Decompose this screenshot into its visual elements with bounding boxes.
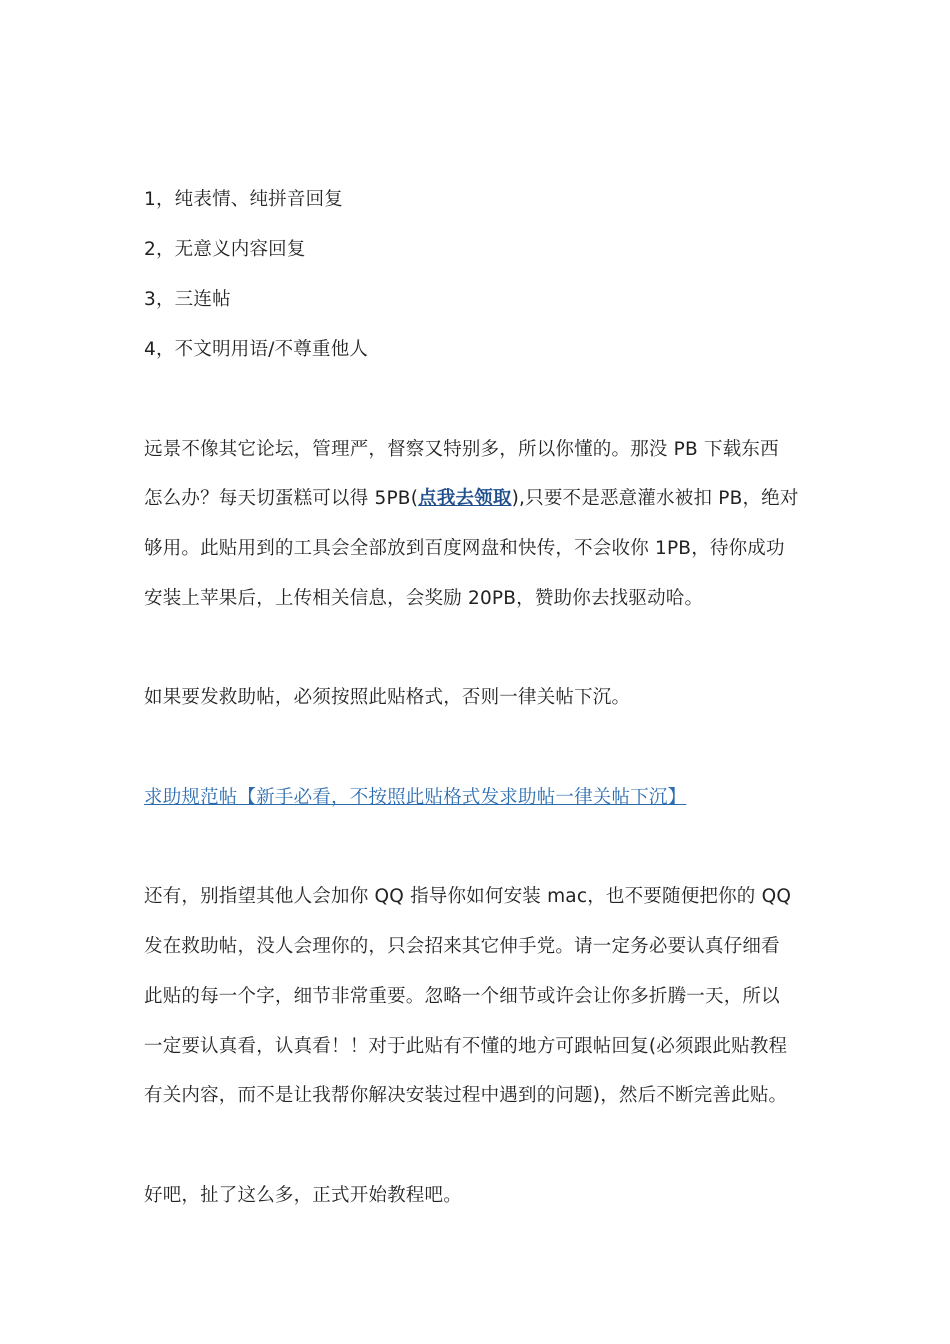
pb-paragraph-line-4: 安装上苹果后，上传相关信息，会奖励 20PB，赞助你去找驱动哈。 <box>144 588 704 609</box>
note-paragraph-line-3: 此贴的每一个字，细节非常重要。忽略一个细节或许会让你多折腾一天，所以 <box>144 986 780 1007</box>
pb-line-2-text-after: ),只要不是恶意灌水被扣 PB，绝对 <box>511 488 799 509</box>
pb-paragraph-line-1: 远景不像其它论坛，管理严，督察又特别多，所以你懂的。那没 PB 下载东西 <box>144 439 779 460</box>
help-post-rules-link-line <box>144 784 824 812</box>
pb-paragraph-line-2 <box>144 485 824 513</box>
rule-item-3: 3，三连帖 <box>144 289 231 310</box>
rule-item-4: 4，不文明用语/不尊重他人 <box>144 339 369 360</box>
help-post-paragraph: 如果要发救助帖，必须按照此贴格式，否则一律关帖下沉。 <box>144 687 631 708</box>
closing-paragraph: 好吧，扯了这么多，正式开始教程吧。 <box>144 1185 462 1206</box>
claim-pb-link[interactable]: 点我去领取 <box>418 488 512 509</box>
note-paragraph-line-4: 一定要认真看，认真看！！对于此贴有不懂的地方可跟帖回复(必须跟此贴教程 <box>144 1036 788 1057</box>
rule-item-2: 2，无意义内容回复 <box>144 239 306 260</box>
help-post-rules-link[interactable]: 求助规范帖【新手必看，不按照此贴格式发求助帖一律关帖下沉】 <box>144 787 687 808</box>
pb-paragraph-line-3: 够用。此贴用到的工具会全部放到百度网盘和快传，不会收你 1PB，待你成功 <box>144 538 785 559</box>
note-paragraph-line-2: 发在救助帖，没人会理你的，只会招来其它伸手党。请一定务必要认真仔细看 <box>144 936 780 957</box>
rule-item-1: 1，纯表情、纯拼音回复 <box>144 189 343 210</box>
note-paragraph-line-5: 有关内容，而不是让我帮你解决安装过程中遇到的问题)，然后不断完善此贴。 <box>144 1085 788 1106</box>
pb-line-2-text-before: 怎么办？每天切蛋糕可以得 5PB( <box>144 488 419 509</box>
note-paragraph-line-1: 还有，别指望其他人会加你 QQ 指导你如何安装 mac，也不要随便把你的 QQ <box>144 886 792 907</box>
